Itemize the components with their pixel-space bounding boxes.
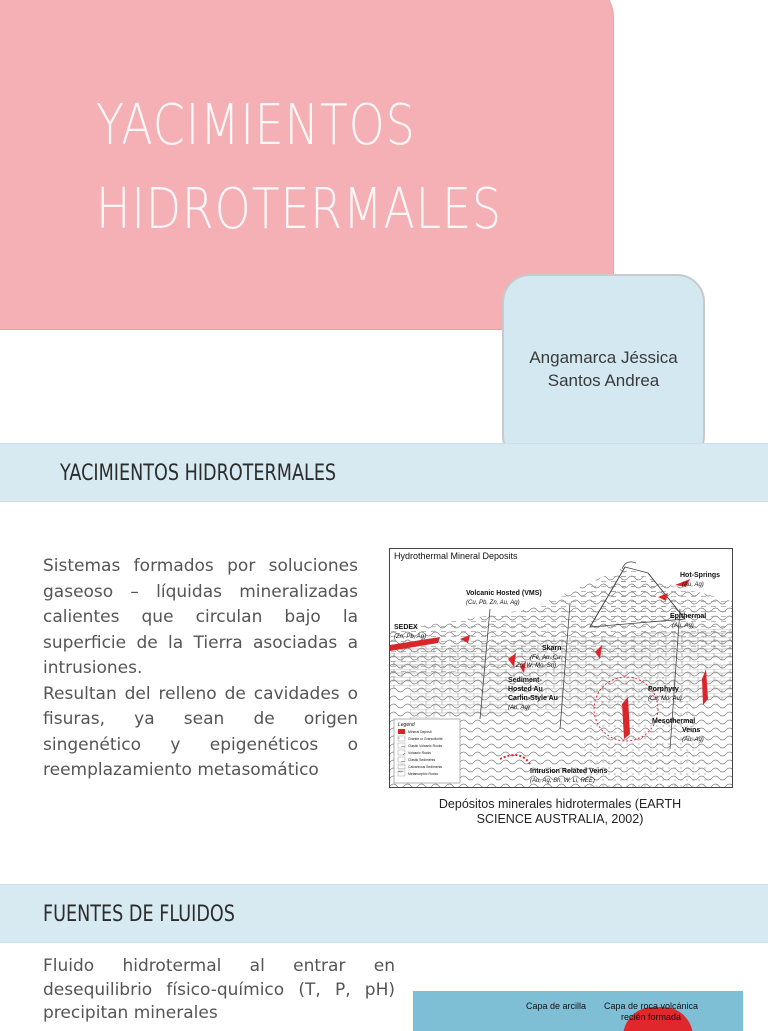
title-line-1: YACIMIENTOS	[96, 93, 416, 158]
section-header-band	[0, 884, 768, 943]
legend-swatch	[398, 750, 405, 755]
figure-label-intrusion: Intrusion Related Veins	[530, 768, 608, 775]
section-body-text	[43, 554, 358, 784]
figure-label-vms-sub: (Cu, Pb, Zn, Au, Ag)	[466, 600, 520, 606]
figure-label-mesothermal-sub: (Au, Ag)	[682, 737, 704, 743]
legend-swatch	[398, 771, 405, 776]
legend-item: Clastic Sediments	[408, 758, 436, 762]
legend-swatch	[398, 764, 405, 769]
figure-label-hotsprings: Hot-Springs	[680, 572, 721, 579]
figure-caption: Depósitos minerales hidrotermales (EARTH SCIENCE AUSTRALIA, 2002)	[438, 797, 682, 826]
figure-label-intrusion-sub: (Au, Ag, Sn, W, Li, REE)	[530, 778, 595, 784]
legend-swatch	[398, 736, 405, 741]
figure-label-skarn-sub: (Fe, Au, Cu,	[530, 655, 563, 661]
legend-item: Metamorphic Rocks	[408, 772, 438, 776]
figure-label-sediment: Sediment-	[508, 677, 542, 684]
author-card	[502, 274, 705, 464]
legend-item: Volcanic Rocks	[408, 751, 431, 755]
figure-title: Hydrothermal Mineral Deposits	[394, 551, 518, 561]
author-name: Santos Andrea	[547, 371, 660, 390]
figure-label-vms: Volcanic Hosted (VMS)	[466, 590, 542, 597]
figure-label-hotsprings-sub: (Au, Ag)	[682, 582, 704, 588]
legend-item: Calcareous Sediments	[408, 765, 443, 769]
figure-label-sedex-sub: (Zn, Pb, Ag)	[394, 634, 427, 640]
title-line-2: HIDROTERMALES	[96, 177, 502, 242]
paragraph: Fluido hidrotermal al entrar en desequilibrio físico-químico (T, P, pH) precipitan minerales	[43, 956, 395, 1023]
legend-title: Legend	[398, 722, 415, 728]
figure-label-sedex: SEDEX	[394, 624, 418, 631]
paragraph: Sistemas formados por soluciones gaseoso – líquidas mineralizadas calientes que circulan bajo la superficie de la Tierra asociadas a intrusiones.	[43, 556, 358, 678]
legend-item: Granite or Granodiorite	[408, 737, 443, 741]
figure-label-porphyry: Porphyry	[648, 686, 679, 693]
figure-label: Capa de roca volcánica recién formada	[603, 1001, 699, 1022]
section-body-text	[43, 955, 395, 1026]
figure-label: Capa de arcilla	[526, 1001, 587, 1011]
figure-label-mesothermal: Veins	[682, 727, 701, 734]
legend-item: Clastic Volcanic Rocks	[408, 744, 443, 748]
figure-label-skarn: Skarn	[542, 645, 562, 652]
section-header-band	[0, 443, 768, 502]
figure-label-sediment: Hosted Au	[508, 686, 543, 693]
author-name: Angamarca Jéssica	[529, 348, 678, 367]
legend-swatch	[398, 729, 405, 734]
figure-label-epithermal-sub: (Au, Ag)	[672, 623, 694, 629]
figure-label-epithermal: Epithermal	[670, 613, 707, 620]
legend-item: Mineral Deposit	[408, 730, 432, 734]
legend-swatch	[398, 757, 405, 762]
paragraph: Resultan del relleno de cavidades o fisuras, ya sean de origen singenético y epigenéticos o reemplazamiento metasomático	[43, 683, 358, 780]
section-heading: YACIMIENTOS HIDROTERMALES	[60, 461, 337, 486]
figure-label-skarn-sub: Zn, W, Mo, Sn)	[516, 663, 557, 669]
legend-swatch	[398, 743, 405, 748]
figure-label-sediment-sub: (Au, Ag)	[508, 705, 530, 711]
hydrothermal-deposits-figure	[389, 548, 733, 788]
figure-label-porphyry-sub: (Cu, Mo, Au)	[648, 696, 682, 702]
fluid-sources-figure	[413, 991, 743, 1031]
figure-label-mesothermal: Mesothermal	[652, 718, 696, 725]
section-heading: FUENTES DE FLUIDOS	[43, 902, 235, 927]
figure-label-sediment: Carlin-Style Au	[508, 695, 558, 702]
